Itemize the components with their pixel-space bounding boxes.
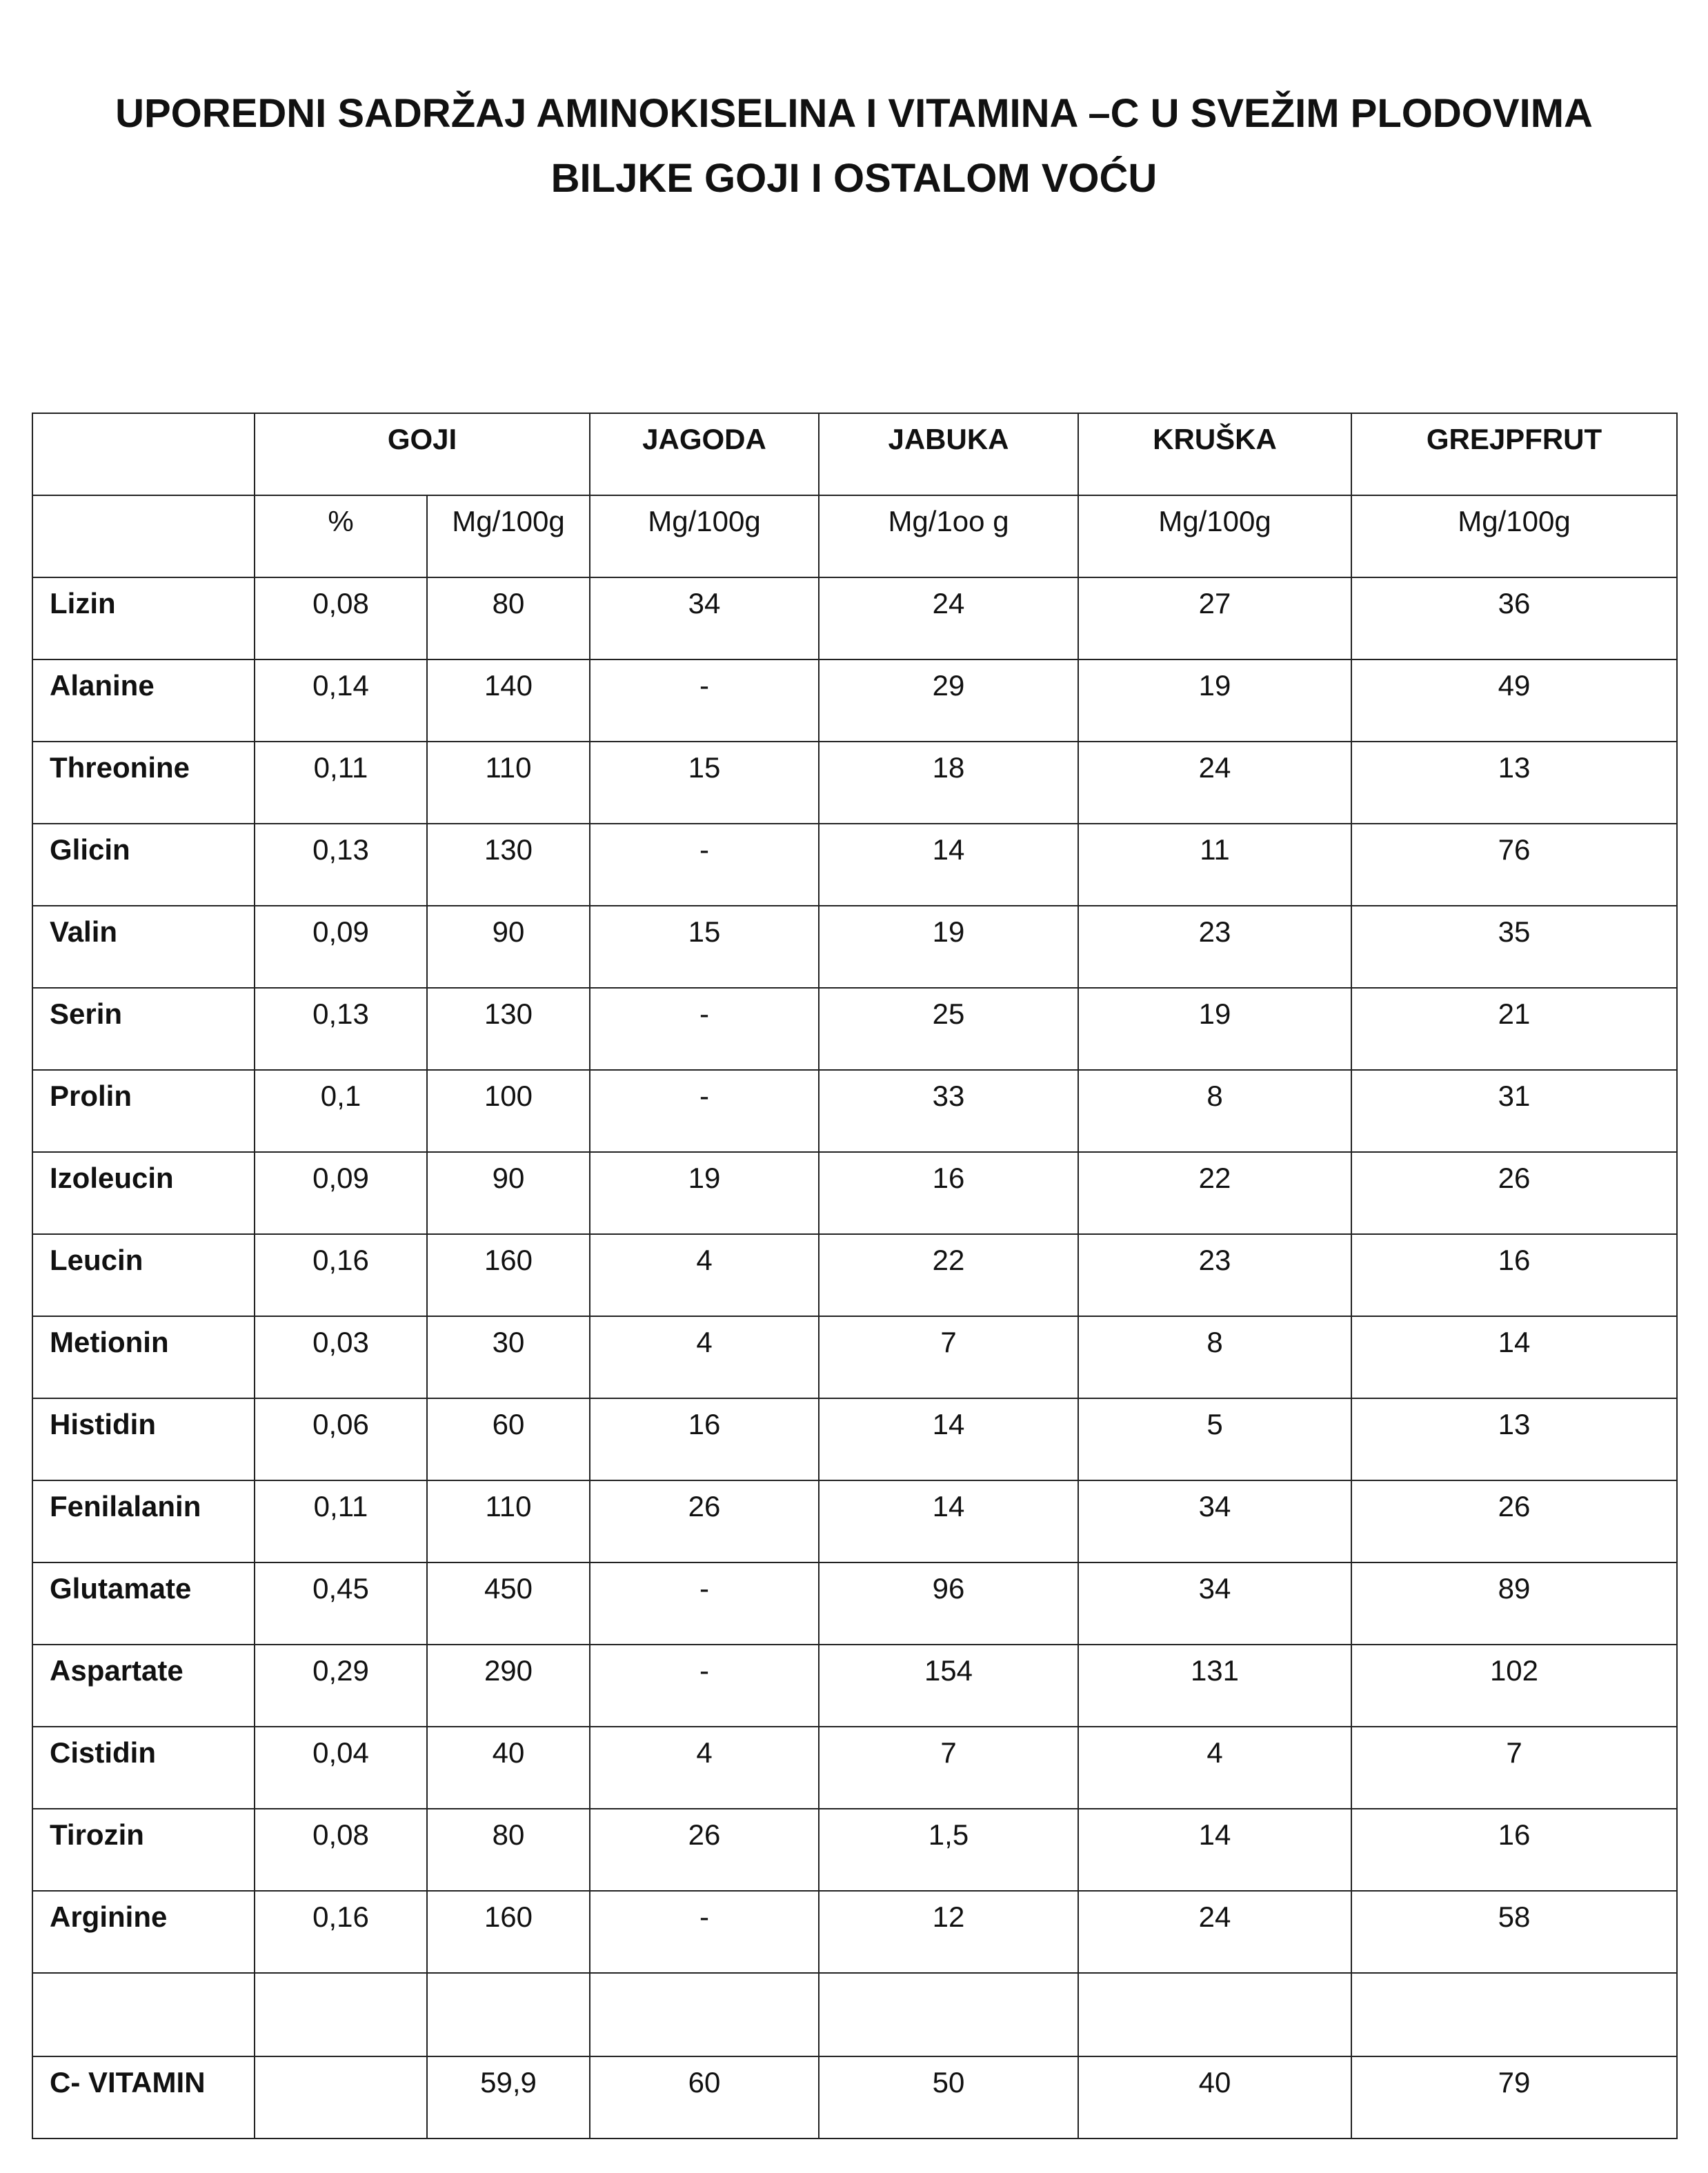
- row-label-cell: Tirozin: [32, 1809, 255, 1891]
- unit-goji-mg: Mg/100g: [427, 495, 590, 577]
- value-cell-goji-pct: 0,11: [255, 1480, 427, 1562]
- value-cell-jabuka: 24: [819, 577, 1078, 659]
- document-title: [0, 81, 1708, 211]
- table-row: [32, 1809, 1677, 1891]
- unit-corner-cell: [32, 495, 255, 577]
- value-cell-goji-pct: 0,04: [255, 1727, 427, 1809]
- value-cell-goji-mg: 130: [427, 988, 590, 1070]
- value-cell-grejpfrut: 14: [1351, 1316, 1677, 1398]
- value-cell-goji-mg: 100: [427, 1070, 590, 1152]
- unit-grejpfrut: Mg/100g: [1351, 495, 1677, 577]
- value-cell-goji-mg: 110: [427, 742, 590, 824]
- value-cell-jabuka: 14: [819, 1480, 1078, 1562]
- row-label-cell: Glutamate: [32, 1562, 255, 1645]
- empty-cell: [590, 1973, 819, 2056]
- value-cell-grejpfrut: 7: [1351, 1727, 1677, 1809]
- table-row: [32, 1727, 1677, 1809]
- fruit-header-row: [32, 413, 1677, 495]
- value-cell-kruska: 131: [1078, 1645, 1351, 1727]
- value-cell-jabuka: 33: [819, 1070, 1078, 1152]
- value-cell-grejpfrut: 36: [1351, 577, 1677, 659]
- value-cell-kruska: 22: [1078, 1152, 1351, 1234]
- value-cell-goji-mg: 130: [427, 824, 590, 906]
- value-cell-kruska: 23: [1078, 1234, 1351, 1316]
- row-label-cell: Threonine: [32, 742, 255, 824]
- value-cell-kruska: 34: [1078, 1562, 1351, 1645]
- value-cell-grejpfrut: 31: [1351, 1070, 1677, 1152]
- value-cell-grejpfrut: 58: [1351, 1891, 1677, 1973]
- table-row: [32, 577, 1677, 659]
- value-cell-jagoda: 60: [590, 2056, 819, 2139]
- table-row: [32, 1480, 1677, 1562]
- value-cell-jabuka: 14: [819, 824, 1078, 906]
- header-grejpfrut: GREJPFRUT: [1351, 413, 1677, 495]
- value-cell-jabuka: 14: [819, 1398, 1078, 1480]
- value-cell-goji-mg: 140: [427, 659, 590, 742]
- row-label-cell: Histidin: [32, 1398, 255, 1480]
- value-cell-jabuka: 16: [819, 1152, 1078, 1234]
- value-cell-grejpfrut: 102: [1351, 1645, 1677, 1727]
- table-row: [32, 1398, 1677, 1480]
- empty-cell: [1078, 1973, 1351, 2056]
- value-cell-goji-mg: 290: [427, 1645, 590, 1727]
- table-row: [32, 824, 1677, 906]
- row-label-cell: C- VITAMIN: [32, 2056, 255, 2139]
- value-cell-jagoda: 15: [590, 906, 819, 988]
- value-cell-grejpfrut: 89: [1351, 1562, 1677, 1645]
- value-cell-goji-pct: 0,29: [255, 1645, 427, 1727]
- value-cell-kruska: 19: [1078, 988, 1351, 1070]
- value-cell-grejpfrut: 76: [1351, 824, 1677, 906]
- table-row: [32, 1234, 1677, 1316]
- value-cell-goji-mg: 80: [427, 577, 590, 659]
- table-row: [32, 906, 1677, 988]
- value-cell-jagoda: 4: [590, 1234, 819, 1316]
- title-line-1: UPOREDNI SADRŽAJ AMINOKISELINA I VITAMINA –C U SVEŽIM PLODOVIMA: [115, 91, 1593, 136]
- value-cell-grejpfrut: 79: [1351, 2056, 1677, 2139]
- value-cell-goji-pct: 0,45: [255, 1562, 427, 1645]
- value-cell-kruska: 11: [1078, 824, 1351, 906]
- table-row: [32, 1316, 1677, 1398]
- value-cell-kruska: 23: [1078, 906, 1351, 988]
- value-cell-grejpfrut: 26: [1351, 1480, 1677, 1562]
- unit-goji-pct: %: [255, 495, 427, 577]
- table-row: [32, 742, 1677, 824]
- value-cell-jabuka: 29: [819, 659, 1078, 742]
- value-cell-goji-pct: 0,09: [255, 906, 427, 988]
- value-cell-goji-pct: 0,06: [255, 1398, 427, 1480]
- unit-header-row: [32, 495, 1677, 577]
- value-cell-jagoda: 15: [590, 742, 819, 824]
- value-cell-goji-mg: 60: [427, 1398, 590, 1480]
- value-cell-jabuka: 7: [819, 1727, 1078, 1809]
- value-cell-jagoda: 34: [590, 577, 819, 659]
- value-cell-kruska: 24: [1078, 1891, 1351, 1973]
- value-cell-goji-mg: 110: [427, 1480, 590, 1562]
- table-row: [32, 659, 1677, 742]
- amino-acid-table: [32, 413, 1678, 2139]
- value-cell-jabuka: 19: [819, 906, 1078, 988]
- value-cell-jabuka: 154: [819, 1645, 1078, 1727]
- row-label-cell: Lizin: [32, 577, 255, 659]
- value-cell-jagoda: 4: [590, 1316, 819, 1398]
- value-cell-goji-mg: 30: [427, 1316, 590, 1398]
- value-cell-goji-pct: 0,16: [255, 1234, 427, 1316]
- row-label-cell: Aspartate: [32, 1645, 255, 1727]
- header-goji: GOJI: [255, 413, 590, 495]
- value-cell-grejpfrut: 13: [1351, 1398, 1677, 1480]
- value-cell-goji-pct: 0,16: [255, 1891, 427, 1973]
- value-cell-jabuka: 22: [819, 1234, 1078, 1316]
- row-label-cell: Fenilalanin: [32, 1480, 255, 1562]
- table-row: [32, 1645, 1677, 1727]
- value-cell-goji-mg: 160: [427, 1891, 590, 1973]
- table-row: [32, 1070, 1677, 1152]
- value-cell-jagoda: 26: [590, 1480, 819, 1562]
- value-cell-jagoda: 26: [590, 1809, 819, 1891]
- value-cell-goji-mg: 59,9: [427, 2056, 590, 2139]
- row-label-cell: Serin: [32, 988, 255, 1070]
- row-label-cell: Leucin: [32, 1234, 255, 1316]
- header-jagoda: JAGODA: [590, 413, 819, 495]
- table-row: [32, 1562, 1677, 1645]
- value-cell-goji-mg: 450: [427, 1562, 590, 1645]
- empty-cell: [427, 1973, 590, 2056]
- value-cell-jagoda: -: [590, 659, 819, 742]
- value-cell-kruska: 5: [1078, 1398, 1351, 1480]
- value-cell-kruska: 14: [1078, 1809, 1351, 1891]
- value-cell-jabuka: 1,5: [819, 1809, 1078, 1891]
- table-row: [32, 1152, 1677, 1234]
- value-cell-grejpfrut: 16: [1351, 1809, 1677, 1891]
- unit-jagoda: Mg/100g: [590, 495, 819, 577]
- row-label-cell: Metionin: [32, 1316, 255, 1398]
- row-label-cell: Alanine: [32, 659, 255, 742]
- value-cell-goji-pct: 0,08: [255, 1809, 427, 1891]
- value-cell-goji-pct: 0,11: [255, 742, 427, 824]
- value-cell-kruska: 8: [1078, 1070, 1351, 1152]
- value-cell-goji-mg: 90: [427, 1152, 590, 1234]
- value-cell-goji-pct: 0,1: [255, 1070, 427, 1152]
- empty-cell: [32, 1973, 255, 2056]
- value-cell-goji-pct: 0,13: [255, 988, 427, 1070]
- empty-spacer-row: [32, 1973, 1677, 2056]
- value-cell-jabuka: 12: [819, 1891, 1078, 1973]
- value-cell-kruska: 8: [1078, 1316, 1351, 1398]
- empty-cell: [255, 1973, 427, 2056]
- value-cell-kruska: 34: [1078, 1480, 1351, 1562]
- value-cell-grejpfrut: 21: [1351, 988, 1677, 1070]
- row-label-cell: Glicin: [32, 824, 255, 906]
- value-cell-goji-pct: 0,08: [255, 577, 427, 659]
- empty-cell: [819, 1973, 1078, 2056]
- value-cell-jabuka: 18: [819, 742, 1078, 824]
- value-cell-jagoda: -: [590, 1891, 819, 1973]
- value-cell-jagoda: -: [590, 988, 819, 1070]
- value-cell-jagoda: -: [590, 1645, 819, 1727]
- value-cell-kruska: 27: [1078, 577, 1351, 659]
- value-cell-goji-pct: 0,14: [255, 659, 427, 742]
- value-cell-jabuka: 25: [819, 988, 1078, 1070]
- table-row: [32, 988, 1677, 1070]
- value-cell-goji-pct: 0,09: [255, 1152, 427, 1234]
- row-label-cell: Cistidin: [32, 1727, 255, 1809]
- value-cell-kruska: 4: [1078, 1727, 1351, 1809]
- value-cell-grejpfrut: 16: [1351, 1234, 1677, 1316]
- value-cell-grejpfrut: 13: [1351, 742, 1677, 824]
- row-label-cell: Arginine: [32, 1891, 255, 1973]
- value-cell-goji-mg: 40: [427, 1727, 590, 1809]
- row-label-cell: Izoleucin: [32, 1152, 255, 1234]
- row-label-cell: Valin: [32, 906, 255, 988]
- value-cell-grejpfrut: 26: [1351, 1152, 1677, 1234]
- value-cell-jagoda: -: [590, 1070, 819, 1152]
- value-cell-goji-pct: 0,03: [255, 1316, 427, 1398]
- value-cell-jagoda: -: [590, 824, 819, 906]
- value-cell-goji-pct: 0,13: [255, 824, 427, 906]
- table-row: [32, 1891, 1677, 1973]
- value-cell-jabuka: 96: [819, 1562, 1078, 1645]
- empty-cell: [1351, 1973, 1677, 2056]
- value-cell-kruska: 24: [1078, 742, 1351, 824]
- value-cell-goji-mg: 90: [427, 906, 590, 988]
- unit-kruska: Mg/100g: [1078, 495, 1351, 577]
- value-cell-kruska: 19: [1078, 659, 1351, 742]
- value-cell-jagoda: -: [590, 1562, 819, 1645]
- header-jabuka: JABUKA: [819, 413, 1078, 495]
- value-cell-jagoda: 19: [590, 1152, 819, 1234]
- value-cell-goji-mg: 80: [427, 1809, 590, 1891]
- value-cell-jagoda: 16: [590, 1398, 819, 1480]
- value-cell-jabuka: 7: [819, 1316, 1078, 1398]
- header-kruska: KRUŠKA: [1078, 413, 1351, 495]
- header-corner-cell: [32, 413, 255, 495]
- value-cell-goji-mg: 160: [427, 1234, 590, 1316]
- value-cell-kruska: 40: [1078, 2056, 1351, 2139]
- unit-jabuka: Mg/1oo g: [819, 495, 1078, 577]
- value-cell-grejpfrut: 49: [1351, 659, 1677, 742]
- title-line-2: BILJKE GOJI I OSTALOM VOĆU: [550, 156, 1158, 201]
- value-cell-jagoda: 4: [590, 1727, 819, 1809]
- value-cell-goji-pct: [255, 2056, 427, 2139]
- value-cell-grejpfrut: 35: [1351, 906, 1677, 988]
- row-label-cell: Prolin: [32, 1070, 255, 1152]
- vitamin-c-row: [32, 2056, 1677, 2139]
- value-cell-jabuka: 50: [819, 2056, 1078, 2139]
